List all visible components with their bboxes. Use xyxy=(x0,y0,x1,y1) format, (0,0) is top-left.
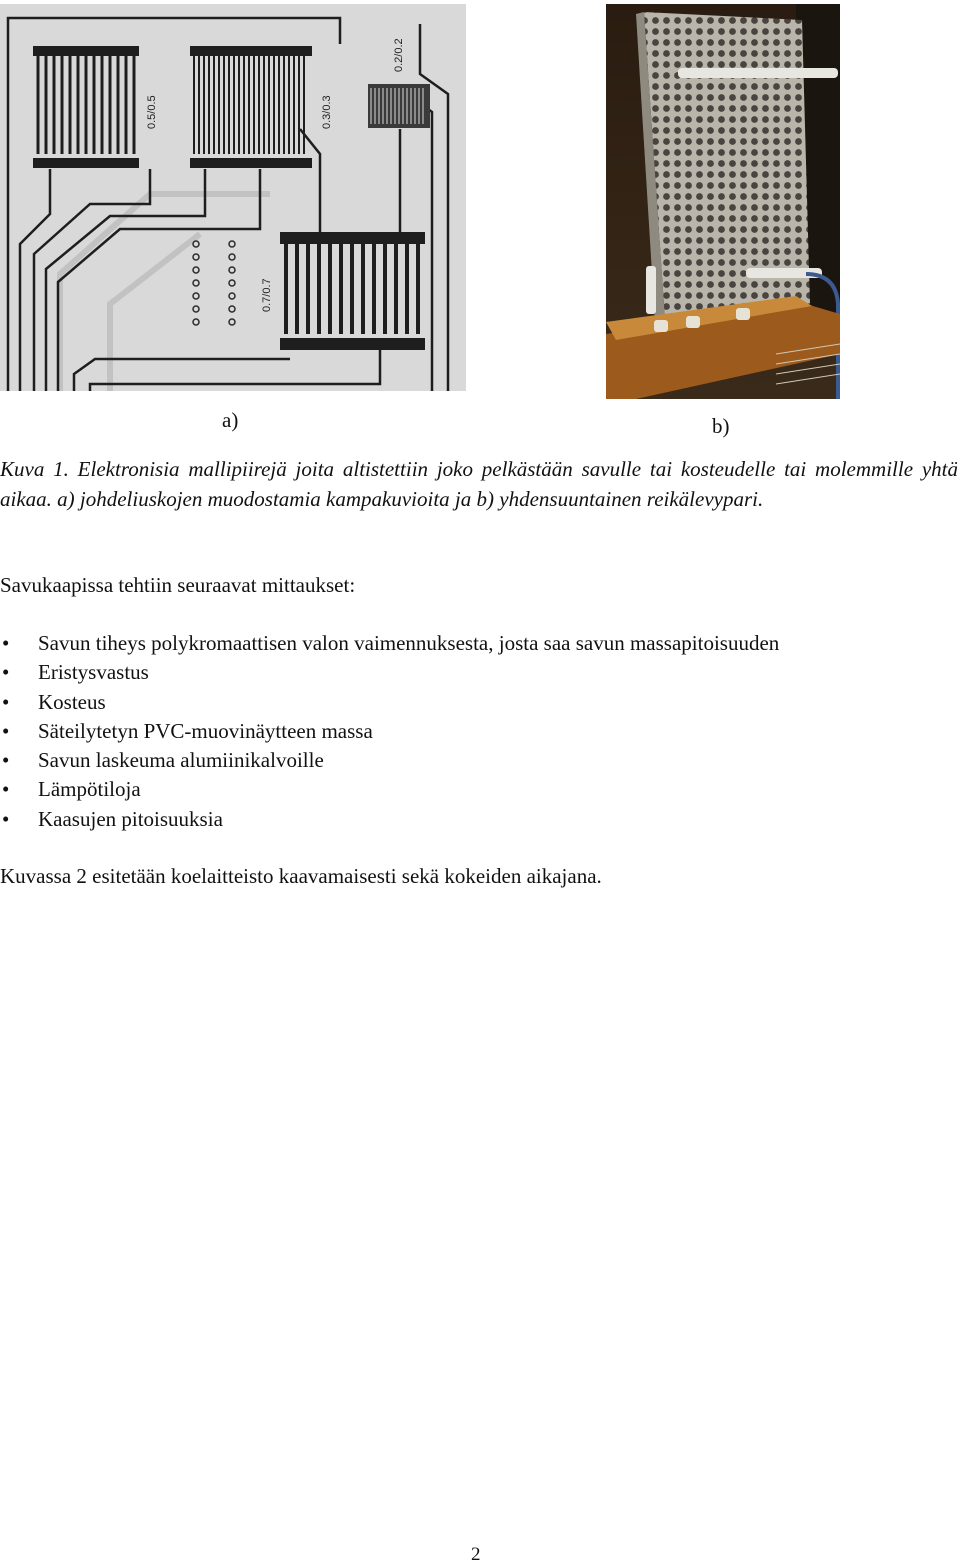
measurements-intro: Savukaapissa tehtiin seuraavat mittaukset: xyxy=(0,573,356,597)
bullet-icon: • xyxy=(2,631,10,655)
bullet-icon: • xyxy=(2,660,10,685)
comb-pattern-board-image xyxy=(0,4,466,391)
list-item: • Savun tiheys polykromaattisen valon vaimennuksesta, josta saa savun massapitoisuuden xyxy=(0,629,779,658)
bullet-icon: • xyxy=(2,718,10,743)
figure-caption: Kuva 1. Elektronisia mallipiirejä joita altistettiin joko pelkästään savulle tai kosteudelle tai molemmille yhtä aikaa. a) johdeliuskojen muodostamia kampakuvioita ja b) yhdensuuntainen reikälevypari. xyxy=(0,457,958,511)
figure-b-label: b) xyxy=(712,414,730,438)
list-item: • Kaasujen pitoisuuksia xyxy=(0,805,779,834)
bullet-icon: • xyxy=(2,689,10,714)
comb-label-05: 0.5/0.5 xyxy=(146,95,158,129)
comb-label-07: 0.7/0.7 xyxy=(261,278,273,312)
list-item: • Lämpötiloja xyxy=(0,775,779,804)
figure-2-reference: Kuvassa 2 esitetään koelaitteisto kaavamaisesti sekä kokeiden aikajana. xyxy=(0,864,602,888)
perforated-plate-image xyxy=(606,4,840,399)
figure-a-label: a) xyxy=(222,408,239,432)
list-item: • Savun laskeuma alumiinikalvoille xyxy=(0,746,779,775)
list-item: • Eristysvastus xyxy=(0,658,779,687)
list-item: • Säteilytetyn PVC-muovinäytteen massa xyxy=(0,717,779,746)
list-item: • Kosteus xyxy=(0,688,779,717)
bullet-icon: • xyxy=(2,806,10,831)
measurements-list xyxy=(0,629,779,834)
comb-label-03: 0.3/0.3 xyxy=(321,95,333,129)
page-number: 2 xyxy=(471,1544,481,1565)
bullet-icon: • xyxy=(2,777,10,802)
bullet-icon: • xyxy=(2,748,10,773)
comb-label-02: 0.2/0.2 xyxy=(393,38,405,72)
